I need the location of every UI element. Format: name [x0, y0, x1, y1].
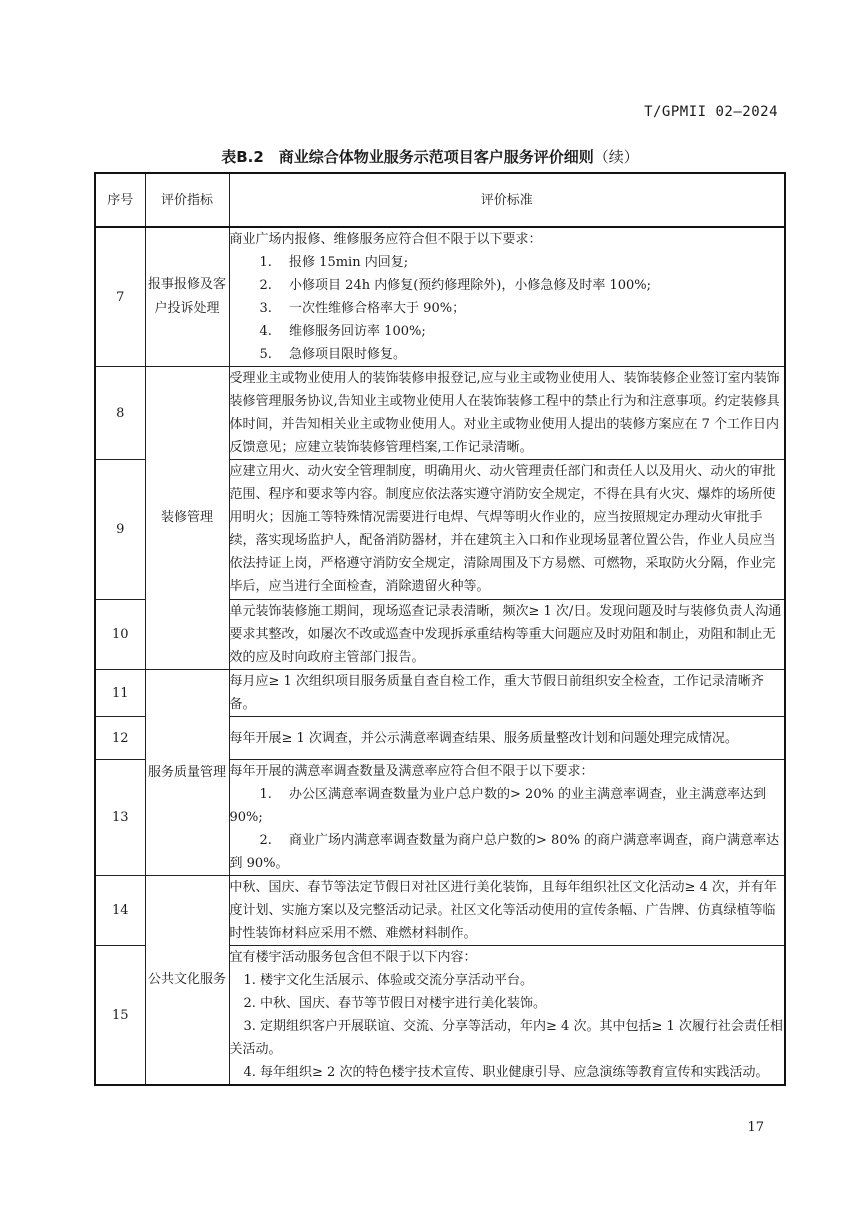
row-number: 12 [95, 717, 145, 760]
standard-intro: 商业广场内报修、维修服务应符合但不限于以下要求： [229, 232, 542, 247]
list-item: 4. 每年组织≥ 2 次的特色楼宇技术宣传、职业健康引导、应急演练等教育宣传和实践活动。 [243, 1065, 769, 1080]
row-number: 15 [95, 946, 145, 1086]
row-number: 7 [95, 227, 145, 367]
table-row [95, 876, 785, 946]
table-title [0, 146, 860, 167]
standard-cell [229, 227, 785, 367]
evaluation-table [94, 172, 786, 1086]
indicator-cell: 公共文化服务 [145, 876, 229, 1086]
table-row [95, 670, 785, 717]
row-number: 11 [95, 670, 145, 717]
standard-cell: 中秋、国庆、春节等法定节假日对社区进行美化装饰，且每年组织社区文化活动≥ 4 次，并有年度计划、实施方案以及完整活动记录。社区文化等活动使用的宣传条幅、广告牌、仿真绿植等临时性装饰材料应采用不燃、难燃材料制作。 [229, 876, 785, 946]
standard-cell [229, 760, 785, 876]
list-item: 5. 急修项目限时修复。 [259, 347, 407, 362]
indicator-cell: 服务质量管理 [145, 670, 229, 876]
standard-cell [229, 946, 785, 1086]
indicator-cell: 装修管理 [145, 367, 229, 670]
list-item: 2. 小修项目 24h 内修复(预约修理除外)，小修急修及时率 100%; [259, 278, 652, 293]
table-row [95, 367, 785, 460]
table-title-text: 表B.2 商业综合体物业服务示范项目客户服务评价细则 [221, 148, 594, 166]
list-item: 4. 维修服务回访率 100%; [259, 324, 426, 339]
document-code: T/GPMII 02—2024 [644, 104, 778, 120]
list-item: 1. 楼宇文化生活展示、体验或交流分享活动平台。 [243, 973, 534, 988]
standard-intro: 每年开展的满意率调查数量及满意率应符合但不限于以下要求： [229, 764, 594, 779]
standard-cell: 每年开展≥ 1 次调查，并公示满意率调查结果、服务质量整改计划和问题处理完成情况。 [229, 717, 785, 760]
list-item: 2. 商业广场内满意率调查数量为商户总户数的> 80% 的商户满意率调查，商户满意率达到 90%。 [229, 833, 780, 871]
column-header-no: 序号 [95, 173, 145, 227]
list-item: 3. 定期组织客户开展联谊、交流、分享等活动，年内≥ 4 次。其中包括≥ 1 次履行社会责任相关活动。 [229, 1019, 783, 1057]
standard-cell: 受理业主或物业使用人的装饰装修申报登记,应与业主或物业使用人、装饰装修企业签订室内装饰装修管理服务协议,告知业主或物业使用人在装饰装修工程中的禁止行为和注意事项。约定装修具体时间，并告知相关业主或物业使用人。对业主或物业使用人提出的装修方案应在 7 个工作日内反馈意见；应建立装饰装修管理档案,工作记录清晰。 [229, 367, 785, 460]
row-number: 10 [95, 600, 145, 670]
indicator-cell: 报事报修及客户投诉处理 [145, 227, 229, 367]
row-number: 13 [95, 760, 145, 876]
list-item: 3. 一次性维修合格率大于 90%； [259, 301, 466, 316]
list-item: 1. 报修 15min 内回复; [259, 255, 409, 270]
table-row [95, 227, 785, 367]
list-item: 1. 办公区满意率调查数量为业户总户数的> 20% 的业主满意率调查，业主满意率达到 90%; [229, 787, 767, 825]
standard-cell: 每月应≥ 1 次组织项目服务质量自查自检工作，重大节假日前组织安全检查，工作记录清晰齐备。 [229, 670, 785, 717]
row-number: 9 [95, 460, 145, 600]
standard-cell: 应建立用火、动火安全管理制度，明确用火、动火管理责任部门和责任人以及用火、动火的审批范围、程序和要求等内容。制度应依法落实遵守消防安全规定，不得在具有火灾、爆炸的场所使用明火；因施工等特殊情况需要进行电焊、气焊等明火作业的，应当按照规定办理动火审批手续，落实现场监护人，配备消防器材，并在建筑主入口和作业现场显著位置公告，作业人员应当依法持证上岗，严格遵守消防安全规定，清除周围及下方易燃、可燃物，采取防火分隔，作业完毕后，应当进行全面检查，消除遗留火种等。 [229, 460, 785, 600]
page-number: 17 [747, 1120, 764, 1135]
row-number: 14 [95, 876, 145, 946]
standard-cell: 单元装饰装修施工期间，现场巡查记录表清晰，频次≥ 1 次/日。发现问题及时与装修负责人沟通要求其整改，如屡次不改或巡查中发现拆承重结构等重大问题应及时劝阻和制止，劝阻和制止无效的应及时向政府主管部门报告。 [229, 600, 785, 670]
table-title-continued: （续） [593, 148, 639, 166]
table-header-row [95, 173, 785, 227]
list-item: 2. 中秋、国庆、春节等节假日对楼宇进行美化装饰。 [243, 996, 547, 1011]
standard-intro: 宜有楼宇活动服务包含但不限于以下内容： [229, 950, 477, 965]
column-header-indicator: 评价指标 [145, 173, 229, 227]
row-number: 8 [95, 367, 145, 460]
column-header-standard: 评价标准 [229, 173, 785, 227]
